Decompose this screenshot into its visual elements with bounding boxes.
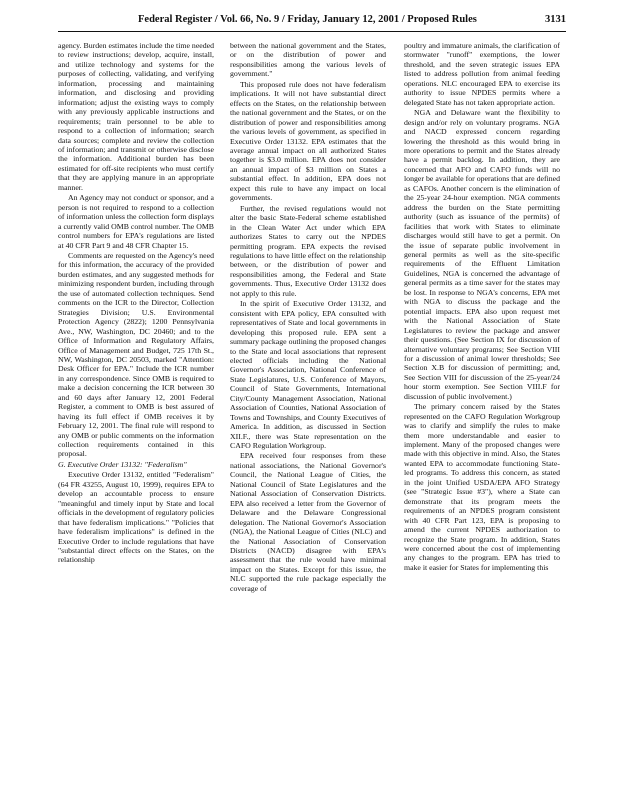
- paragraph: G. Executive Order 13132: "Federalism": [58, 459, 187, 469]
- paragraph: This proposed rule does not have federalism implications. It will not have substantial direct effects on the States, on the relationship between the national government and the States, or on the distribution of power and responsibilities among the various levels of government, as specified in Executive Order 13132. EPA estimates that the average annual impact on all authorized States together is $3.0 million. EPA does not consider an annual impact of $3 million on States a substantial effect. In addition, EPA does not expect this rule to have any impact on local governments.: [230, 79, 386, 203]
- paragraph: EPA received four responses from these national associations, the National Governor's Council, the National League of Cities, the National Council of State Legislatures and the National Association of Conservation Districts. EPA also received a letter from the Governor of Delaware and the Delaware Congressional delegation. The National Governor's Association (NGA), the National League of Cities (NLC) and the National Association of Conservation Districts (NACD) disagree with EPA's assessment that the rule would have minimal impact on the States. Except for this issue, the NLC supported the rule package especially the coverage of: [230, 451, 386, 593]
- paragraph: poultry and immature animals, the clarification of stormwater "runoff" exemptions, the lower threshold, and the seven strategic issues EPA listed to address pollution from animal feeding operations. NLC encouraged EPA to exercise its authority to issue NPDES permits where a delegated State has not taken appropriate action.: [404, 41, 560, 107]
- paragraph: between the national government and the States, or on the distribution of power and responsibilities among the various levels of government.": [230, 41, 386, 79]
- paragraph: In the spirit of Executive Order 13132, and consistent with EPA policy, EPA consulted with representatives of State and local governments in developing this proposed rule. EPA sent a summary package outlining the proposed changes to the State and local associations that represent elected officials including the National Governor's Association, National Conference of State Legislatures, U.S. Conference of Mayors, Council of State Governments, International City/County Management Association, National Association of Counties, National Association of Towns and Townships, and County Executives of America. In addition, as discussed in Section XII.F., there was State representation on the CAFO Regulation Workgroup.: [230, 299, 386, 451]
- paragraph: Executive Order 13132, entitled "Federalism" (64 FR 43255, August 10, 1999), requires EPA to develop an accountable process to ensure "meaningful and timely input by State and local officials in the development of regulatory policies that have federalism implications." "Policies that have federalism implications" is defined in the Executive Order to include regulations that have "substantial direct effects on the States, on the relationship: [58, 470, 214, 565]
- paragraph: An Agency may not conduct or sponsor, and a person is not required to respond to a collection of information unless the collection form displays a currently valid OMB control number. The OMB control numbers for EPA's regulations are listed at 40 CFR Part 9 and 48 CFR Chapter 15.: [58, 193, 214, 250]
- paragraph: NGA and Delaware want the flexibility to design and/or rely on voluntary programs. NGA and NACD expressed concern regarding lowering the threshold as this would bring in more operations to permit and the States already have a permit backlog. In addition, they are concerned that AFO and CAFO funds will no longer be available for operations that are defined as CAFOs. Another concern is the elimination of the 25-year 24-hour exemption. NGA comments address the burden on the State permitting authority (such as issuance of the permits) of facilities that work with States to eliminate discharges would still have to get a permit. On the issue of separate public involvement in general permits as well as the site-specific requirements of the Effluent Limitation Guidelines, NGA is concerned the advantage of general permits as a time saver for the states may be lost. In response to NGA's concerns, EPA met with NGA to discuss the package and the potential impacts. EPA also upon request met with the National Association of State Legislatures to review the package and answer their questions. (See Section IX for discussion of alternative voluntary programs; See Section VIII for a discussion of animal lower thresholds; See Section X.B for discussion of permitting; and, See Section VIII for discussion of the 25-year/24 hour storm exemption. See Section VIII.F for discussion of public involvement.): [404, 108, 560, 401]
- paragraph: Further, the revised regulations would not alter the basic State-Federal scheme established in the Clean Water Act under which EPA authorizes States to carry out the NPDES permitting program. EPA expects the revised regulations to have little effect on the relationship between, or the distribution of power and responsibilities among, the Federal and State governments. Thus, Executive Order 13132 does not apply to this rule.: [230, 203, 386, 298]
- publication-line: Federal Register / Vol. 66, No. 9 / Friday, January 12, 2001 / Proposed Rules: [138, 14, 477, 25]
- page-number: 3131: [545, 14, 566, 25]
- text-column-2: [230, 41, 386, 593]
- paragraph: Comments are requested on the Agency's need for this information, the accuracy of the provided burden estimates, and any suggested methods for minimizing respondent burden, including through the use of automated collection techniques. Send comments on the ICR to the Director, Collection Strategies Division; U.S. Environmental Protection Agency (2822); 1200 Pennsylvania Ave., NW, Washington, DC 20460; and to the Office of Information and Regulatory Affairs, Office of Management and Budget, 725 17th St., NW, Washington, DC 20503, marked "Attention: Desk Officer for EPA." Include the ICR number in any correspondence. Since OMB is required to make a decision concerning the ICR between 30 and 60 days after January 12, 2001 Federal Register, a comment to OMB is best assured of having its full effect if OMB receives it by February 12, 2001. The final rule will respond to any OMB or public comments on the information collection requirements contained in this proposal.: [58, 250, 214, 459]
- text-column-3: [404, 41, 560, 572]
- header-rule: [58, 31, 566, 32]
- text-column-1: [58, 41, 214, 565]
- paragraph: agency. Burden estimates include the time needed to review instructions; develop, acquire, install, and utilize technology and systems for the purposes of collecting, validating, and verifying information, processing and maintaining information, and disclosing and providing information; adjust the existing ways to comply with any previously applicable instructions and requirements; train personnel to be able to respond to a collection of information; search data sources; complete and review the collection of information; and transmit or otherwise disclose the information. Additional burden has been estimated for off-site recipients who must certify that they are applying manure in an appropriate manner.: [58, 41, 214, 192]
- page-header: [58, 14, 566, 28]
- paragraph: The primary concern raised by the States represented on the CAFO Regulation Workgroup was to clarify and simplify the rules to make them more understandable and easier to implement. Many of the proposed changes were made with this objective in mind. Also, the States wanted EPA to accommodate functioning State-led programs. To address this concern, as stated in the joint Unified USDA/EPA AFO Strategy (see "Strategic Issue #3"), where a State can demonstrate that its program meets the requirements of an NPDES program consistent with 40 CFR Part 123, EPA is proposing to amend the current NPDES authorization to recognize the State program. In addition, States were concerned about the cost of implementing any changes to the program. EPA has tried to make it easier for States for implementing this: [404, 402, 560, 572]
